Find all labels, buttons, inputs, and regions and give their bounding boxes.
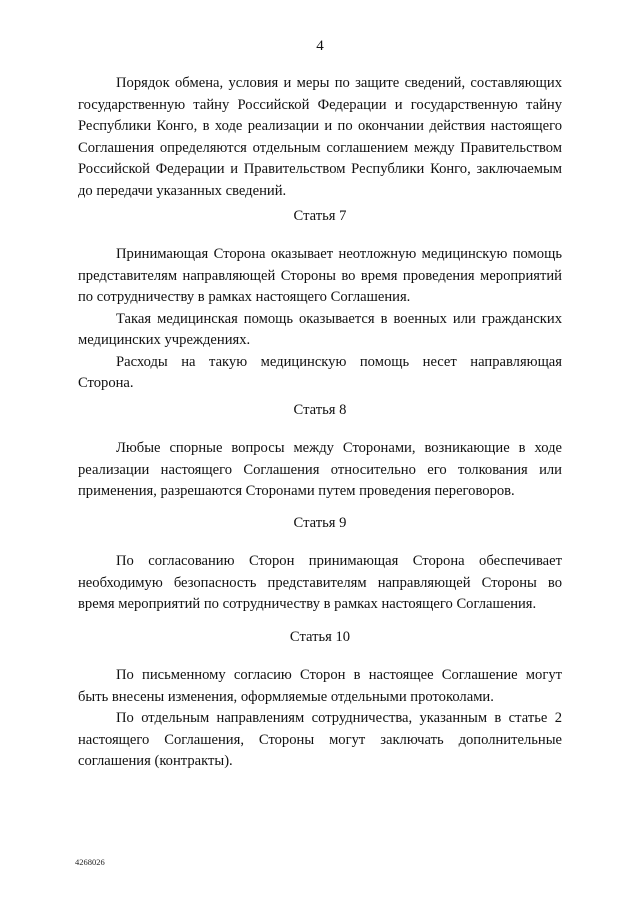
article-10-body bbox=[78, 665, 562, 773]
article-7-paragraph-3: Расходы на такую медицинскую помощь несет направляющая Сторона. bbox=[78, 353, 562, 391]
article-9-heading: Статья 9 bbox=[293, 515, 347, 531]
article-10-paragraph-1: По письменному согласию Сторон в настоящее Соглашение могут быть внесены изменения, оформляемые отдельными протоколами. bbox=[78, 667, 562, 705]
article-8-paragraph-1: Любые спорные вопросы между Сторонами, возникающие в ходе реализации настоящего Соглашения относительно его толкования или применения, разрешаются Сторонами путем проведения переговоров. bbox=[78, 440, 562, 499]
article-9-paragraph-1: По согласованию Сторон принимающая Сторона обеспечивает необходимую безопасность представителям направляющей Стороны во время мероприятий по сотрудничеству в рамках настоящего Соглашения. bbox=[78, 553, 562, 612]
article-7-heading: Статья 7 bbox=[293, 208, 347, 224]
article-8-body bbox=[78, 438, 562, 503]
article-7-paragraph-1: Принимающая Сторона оказывает неотложную медицинскую помощь представителям направляющей Стороны во время проведения мероприятий по сотрудничеству в рамках настоящего Соглашения. bbox=[78, 246, 562, 305]
article-10-heading: Статья 10 bbox=[289, 629, 351, 645]
article-10-paragraph-2: По отдельным направлениям сотрудничества, указанным в статье 2 настоящего Соглашения, Стороны могут заключать дополнительные соглашения (контракты). bbox=[78, 710, 562, 769]
article-8-heading: Статья 8 bbox=[293, 402, 347, 418]
paragraph-intro: Порядок обмена, условия и меры по защите сведений, составляющих государственную тайну Российской Федерации и государственную тайну Республики Конго, в ходе реализации и по окончании действия настоящего Соглашения определяются отдельным соглашением между Правительством Российской Федерации и Правительством Республики Конго, заключаемым до передачи указанных сведений. bbox=[78, 75, 562, 199]
intro-section bbox=[78, 73, 562, 202]
article-7-paragraph-2: Такая медицинская помощь оказывается в военных или гражданских медицинских учреждениях. bbox=[78, 310, 562, 348]
document-code: 4268026 bbox=[75, 857, 105, 867]
page-number: 4 bbox=[316, 38, 324, 54]
article-9-body bbox=[78, 551, 562, 616]
article-7-body bbox=[78, 244, 562, 395]
